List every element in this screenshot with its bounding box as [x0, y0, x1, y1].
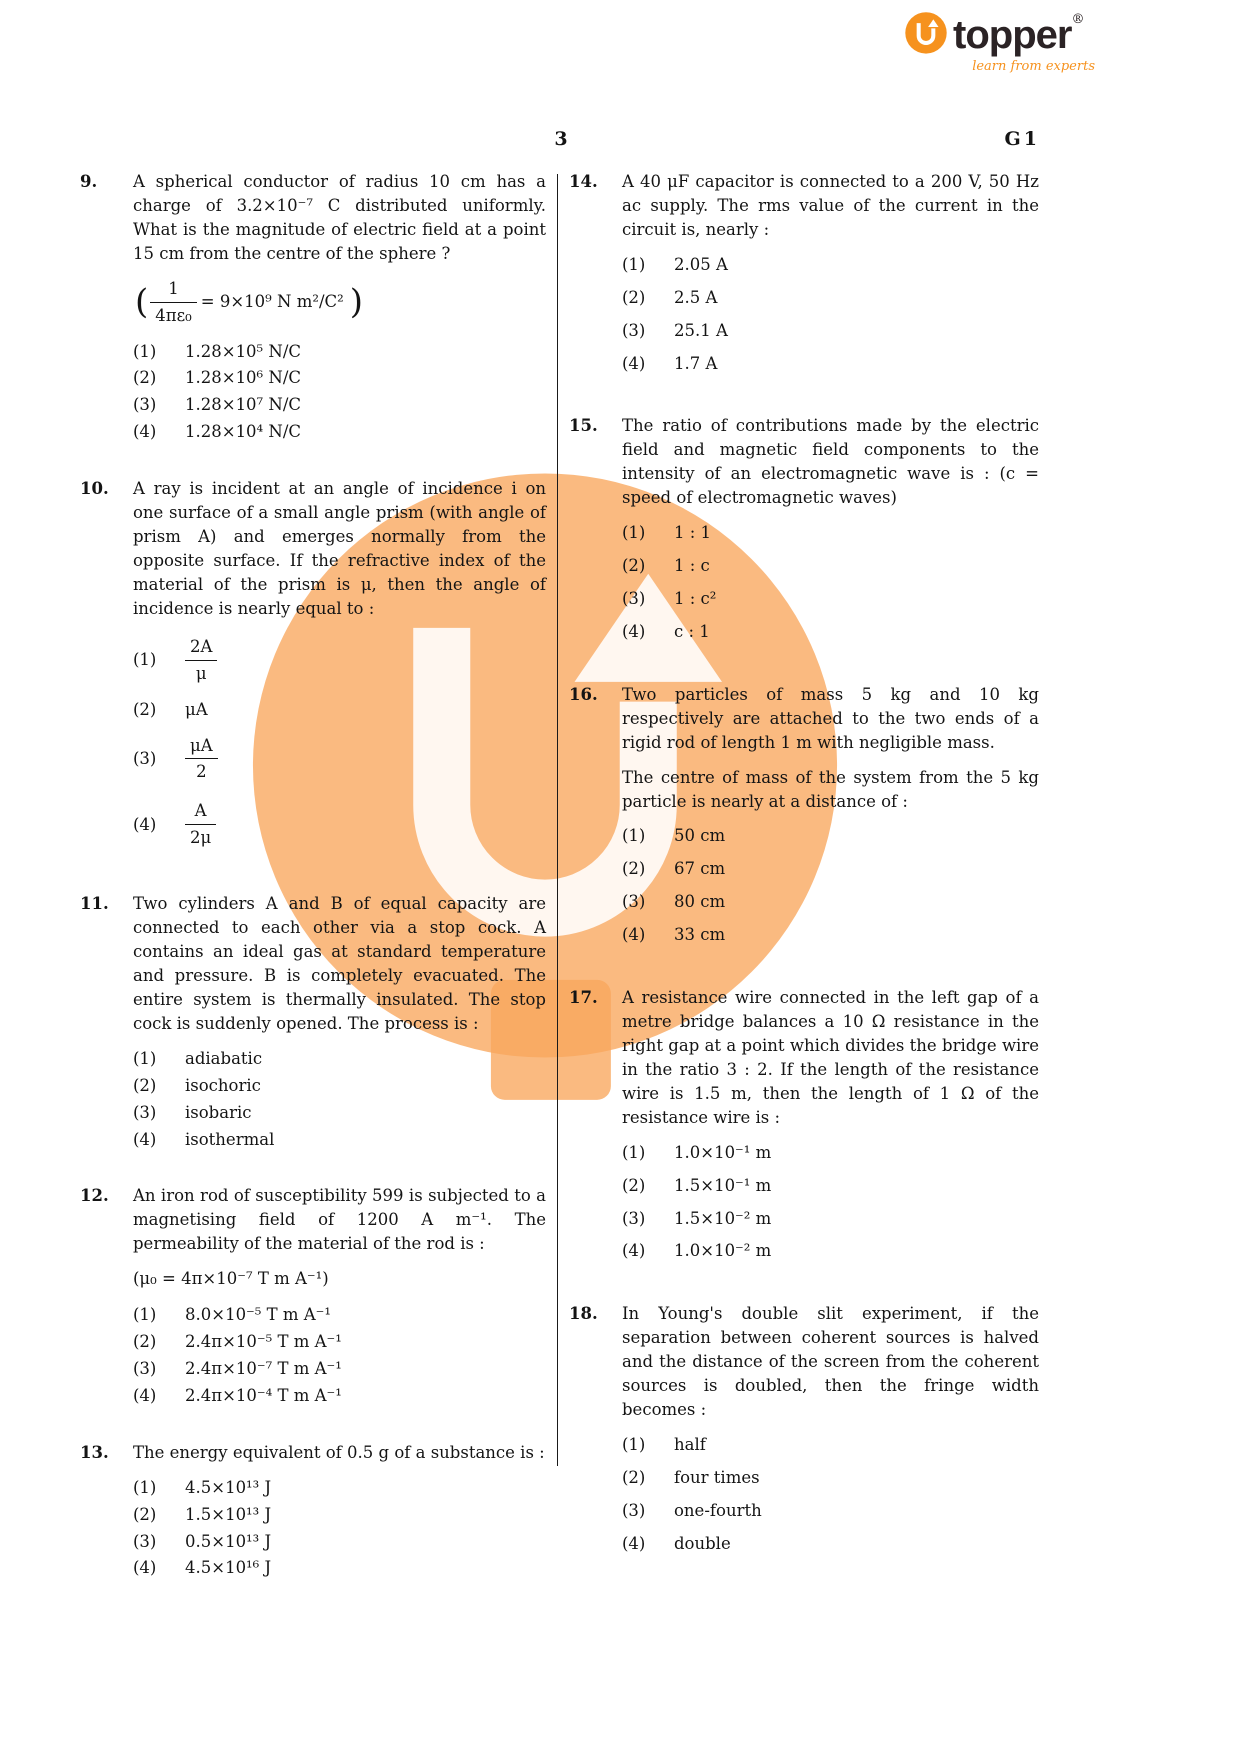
question — [569, 1302, 1039, 1564]
option-row — [133, 366, 546, 390]
option-row — [622, 1532, 1039, 1556]
question — [80, 170, 546, 447]
option-row — [622, 352, 1039, 376]
option-label: (4) — [622, 925, 646, 945]
option-row — [133, 796, 546, 853]
option-label: (4) — [133, 1558, 157, 1578]
question-formula — [133, 277, 546, 328]
question-body — [133, 170, 546, 447]
option-label: (3) — [133, 1531, 157, 1551]
logo-brand-text: topper — [953, 13, 1072, 57]
option-label: (3) — [133, 1358, 157, 1378]
option-value: 2.5 A — [674, 287, 718, 307]
question-body — [622, 170, 1039, 384]
option-value: 0.5×10¹³ J — [185, 1531, 272, 1551]
question-text: A ray is incident at an angle of incidence i on one surface of a small angle prism (with angle of prism A) and emerges normally from the opposite surface. If the refractive index of the material of the prism is μ, then the angle of incidence is nearly equal to : — [133, 479, 546, 618]
option-value: μA — [185, 699, 208, 719]
option-label: (1) — [133, 1048, 157, 1068]
option-row — [133, 340, 546, 364]
fraction-denominator: 2 — [196, 762, 207, 782]
option-label: (3) — [133, 748, 157, 768]
options-list — [133, 632, 546, 853]
question-text: The energy equivalent of 0.5 g of a substance is : — [133, 1442, 545, 1462]
option-value: adiabatic — [185, 1048, 263, 1068]
option-row — [133, 393, 546, 417]
option-row — [622, 319, 1039, 343]
fraction — [185, 635, 217, 686]
option-value: 25.1 A — [674, 320, 728, 340]
question-body — [133, 477, 546, 862]
option-value — [185, 731, 546, 788]
fraction-denominator: 4πε₀ — [155, 305, 192, 325]
option-value: 33 cm — [674, 925, 726, 945]
page-number: 3 — [554, 128, 568, 150]
fraction-denominator: 2μ — [190, 828, 212, 848]
fraction-numerator: μA — [185, 734, 218, 760]
question-text: The centre of mass of the system from the 5 kg particle is nearly at a distance of : — [622, 767, 1039, 811]
question — [569, 414, 1039, 652]
option-row — [133, 698, 546, 722]
option-row — [622, 824, 1039, 848]
question-body — [622, 1302, 1039, 1564]
option-label: (1) — [133, 341, 157, 361]
option-label: (3) — [622, 320, 646, 340]
fraction — [185, 734, 218, 785]
option-label: (2) — [622, 859, 646, 879]
question — [569, 986, 1039, 1272]
option-label: (2) — [622, 1175, 646, 1195]
option-row — [133, 1330, 546, 1354]
option-label: (4) — [133, 814, 157, 834]
fraction-numerator: A — [185, 799, 216, 825]
question-text: A 40 μF capacitor is connected to a 200 V, 50 Hz ac supply. The rms value of the current in the circuit is, nearly : — [622, 172, 1039, 239]
options-list — [622, 1433, 1039, 1556]
option-value: double — [674, 1533, 731, 1553]
option-row — [133, 1128, 546, 1152]
question — [569, 683, 1039, 956]
option-value: 2.05 A — [674, 254, 728, 274]
option-row — [622, 1174, 1039, 1198]
option-value: 4.5×10¹³ J — [185, 1477, 272, 1497]
option-row — [622, 1207, 1039, 1231]
page-code: G1 — [1004, 128, 1040, 150]
utopper-mark-icon — [903, 12, 949, 58]
option-value: 2.4π×10⁻⁷ T m A⁻¹ — [185, 1358, 342, 1378]
logo-tagline: learn from experts — [972, 59, 1095, 74]
question-number: 12. — [80, 1186, 109, 1206]
option-label: (2) — [133, 699, 157, 719]
option-value: half — [674, 1434, 706, 1454]
question — [80, 1184, 546, 1410]
option-row — [622, 1141, 1039, 1165]
question — [569, 170, 1039, 384]
option-label: (2) — [133, 1332, 157, 1352]
option-value: 1.7 A — [674, 353, 718, 373]
option-label: (2) — [133, 1075, 157, 1095]
options-list — [622, 521, 1039, 644]
right-column — [569, 170, 1039, 1613]
question-text: Two cylinders A and B of equal capacity are connected to each other via a stop cock. A contains an ideal gas at standard temperature and pressure. B is completely evacuated. The entire system is thermally insulated. The stop cock is suddenly opened. The process is : — [133, 894, 546, 1033]
question-number: 13. — [80, 1442, 109, 1462]
options-list — [133, 340, 546, 445]
question-number: 9. — [80, 172, 98, 191]
option-row — [622, 1466, 1039, 1490]
option-row — [133, 1530, 546, 1554]
formula-text: = 9×10⁹ N m²/C² — [200, 292, 344, 312]
question-text: A spherical conductor of radius 10 cm has a charge of 3.2×10⁻⁷ C distributed uniformly. What is the magnitude of electric field at a point 15 cm from the centre of the sphere ? — [133, 172, 546, 263]
left-paren: ( — [135, 282, 149, 323]
option-row — [133, 1476, 546, 1500]
option-row — [622, 620, 1039, 644]
registered-trademark: ® — [1071, 12, 1085, 27]
option-label: (2) — [622, 287, 646, 307]
question-body — [133, 1441, 546, 1584]
option-label: (1) — [622, 1142, 646, 1162]
option-value: isothermal — [185, 1129, 275, 1149]
question — [80, 477, 546, 862]
question-body — [133, 1184, 546, 1410]
question-number: 11. — [80, 894, 109, 914]
option-row — [622, 253, 1039, 277]
option-label: (4) — [622, 353, 646, 373]
question-number: 17. — [569, 988, 598, 1008]
option-value: 1.5×10¹³ J — [185, 1504, 272, 1524]
option-label: (1) — [133, 650, 157, 670]
fraction-denominator: μ — [195, 663, 207, 683]
option-value — [185, 796, 546, 853]
question-text: Two particles of mass 5 kg and 10 kg respectively are attached to the two ends of a rigid rod of length 1 m with negligible mass. — [622, 684, 1039, 752]
option-value — [185, 632, 546, 689]
question-text: The ratio of contributions made by the electric field and magnetic field components to the intensity of an electromagnetic wave is : (c = speed of electromagnetic waves) — [622, 416, 1039, 508]
option-row — [133, 1047, 546, 1071]
option-row — [622, 1499, 1039, 1523]
option-value: 8.0×10⁻⁵ T m A⁻¹ — [185, 1305, 332, 1325]
option-row — [133, 1074, 546, 1098]
option-value: one-fourth — [674, 1500, 762, 1520]
question-body — [622, 414, 1039, 652]
page-content — [80, 128, 1042, 1613]
option-label: (1) — [133, 1477, 157, 1497]
question-number: 14. — [569, 172, 598, 191]
option-row — [622, 1239, 1039, 1263]
question-body — [622, 986, 1039, 1272]
option-value: 1.5×10⁻² m — [674, 1208, 772, 1228]
option-label: (1) — [622, 826, 646, 846]
options-list — [622, 824, 1039, 947]
option-row — [133, 1556, 546, 1580]
question-body — [133, 892, 546, 1154]
option-value: 50 cm — [674, 826, 726, 846]
option-label: (4) — [622, 621, 646, 641]
option-row — [622, 1433, 1039, 1457]
option-row — [622, 554, 1039, 578]
option-label: (3) — [622, 1208, 646, 1228]
option-value: 1.0×10⁻² m — [674, 1241, 772, 1261]
option-value: c : 1 — [674, 621, 710, 641]
question-text: A resistance wire connected in the left gap of a metre bridge balances a 10 Ω resistance in the right gap at a point which divides the bridge wire in the ratio 3 : 2. If the length of the resistance wire is 1.5 m, then the length of 1 Ω of the resistance wire is : — [622, 988, 1039, 1127]
option-value: four times — [674, 1467, 760, 1487]
option-row — [133, 1357, 546, 1381]
option-row — [622, 890, 1039, 914]
option-label: (2) — [133, 1504, 157, 1524]
option-value: 1.28×10⁷ N/C — [185, 395, 302, 415]
option-value: 1 : c² — [674, 588, 717, 608]
option-label: (3) — [133, 395, 157, 415]
column-divider — [557, 174, 558, 1466]
question-formula: (μ₀ = 4π×10⁻⁷ T m A⁻¹) — [133, 1269, 329, 1289]
option-label: (3) — [133, 1102, 157, 1122]
option-value: 1.28×10⁶ N/C — [185, 368, 302, 388]
question-number: 16. — [569, 684, 598, 704]
option-label: (1) — [622, 1434, 646, 1454]
page-header — [80, 128, 1042, 164]
question-text: In Young's double slit experiment, if the separation between coherent sources is halved and the distance of the screen from the coherent sources is doubled, then the fringe width becomes : — [622, 1304, 1039, 1420]
question-number: 18. — [569, 1304, 598, 1324]
options-list — [133, 1047, 546, 1152]
logo-row — [903, 12, 1103, 58]
option-row — [622, 923, 1039, 947]
option-label: (3) — [622, 892, 646, 912]
question — [80, 892, 546, 1154]
option-value: 1.28×10⁴ N/C — [185, 422, 302, 442]
fraction — [185, 799, 216, 850]
question-columns — [80, 170, 1042, 1613]
option-row — [133, 1384, 546, 1408]
option-row — [133, 1303, 546, 1327]
option-row — [133, 1101, 546, 1125]
right-paren: ) — [349, 282, 364, 323]
option-value: 67 cm — [674, 859, 726, 879]
option-row — [622, 286, 1039, 310]
option-label: (3) — [622, 1500, 646, 1520]
option-label: (4) — [133, 422, 157, 442]
option-label: (4) — [133, 1129, 157, 1149]
option-value: 2.4π×10⁻⁴ T m A⁻¹ — [185, 1385, 342, 1405]
option-value: 2.4π×10⁻⁵ T m A⁻¹ — [185, 1332, 342, 1352]
option-row — [133, 731, 546, 788]
question — [80, 1441, 546, 1584]
option-label: (2) — [622, 1467, 646, 1487]
option-row — [622, 521, 1039, 545]
fraction-numerator: 2A — [185, 635, 217, 661]
option-value: 1.28×10⁵ N/C — [185, 341, 302, 361]
question-number: 10. — [80, 479, 109, 499]
question-text: An iron rod of susceptibility 599 is subjected to a magnetising field of 1200 A m⁻¹. The permeability of the material of the rod is : — [133, 1186, 546, 1254]
option-value: 4.5×10¹⁶ J — [185, 1558, 272, 1578]
question-number: 15. — [569, 416, 598, 436]
option-value: 1 : 1 — [674, 523, 712, 543]
option-label: (4) — [622, 1533, 646, 1553]
options-list — [133, 1303, 546, 1408]
options-list — [622, 253, 1039, 376]
left-column — [80, 170, 546, 1613]
option-value: isochoric — [185, 1075, 261, 1095]
option-row — [622, 857, 1039, 881]
option-label: (2) — [622, 556, 646, 576]
option-row — [622, 587, 1039, 611]
option-row — [133, 632, 546, 689]
option-label: (1) — [622, 254, 646, 274]
option-value: 1.5×10⁻¹ m — [674, 1175, 772, 1195]
option-row — [133, 420, 546, 444]
option-value: 1 : c — [674, 556, 710, 576]
options-list — [622, 1141, 1039, 1264]
options-list — [133, 1476, 546, 1581]
option-label: (4) — [622, 1241, 646, 1261]
option-label: (4) — [133, 1385, 157, 1405]
option-label: (3) — [622, 588, 646, 608]
option-label: (1) — [133, 1305, 157, 1325]
option-value: 1.0×10⁻¹ m — [674, 1142, 772, 1162]
fraction-numerator: 1 — [150, 277, 197, 303]
fraction — [150, 277, 197, 328]
option-value: 80 cm — [674, 892, 726, 912]
utopper-logo — [903, 12, 1103, 74]
question-body — [622, 683, 1039, 956]
option-label: (1) — [622, 523, 646, 543]
option-value: isobaric — [185, 1102, 252, 1122]
option-row — [133, 1503, 546, 1527]
option-label: (2) — [133, 368, 157, 388]
